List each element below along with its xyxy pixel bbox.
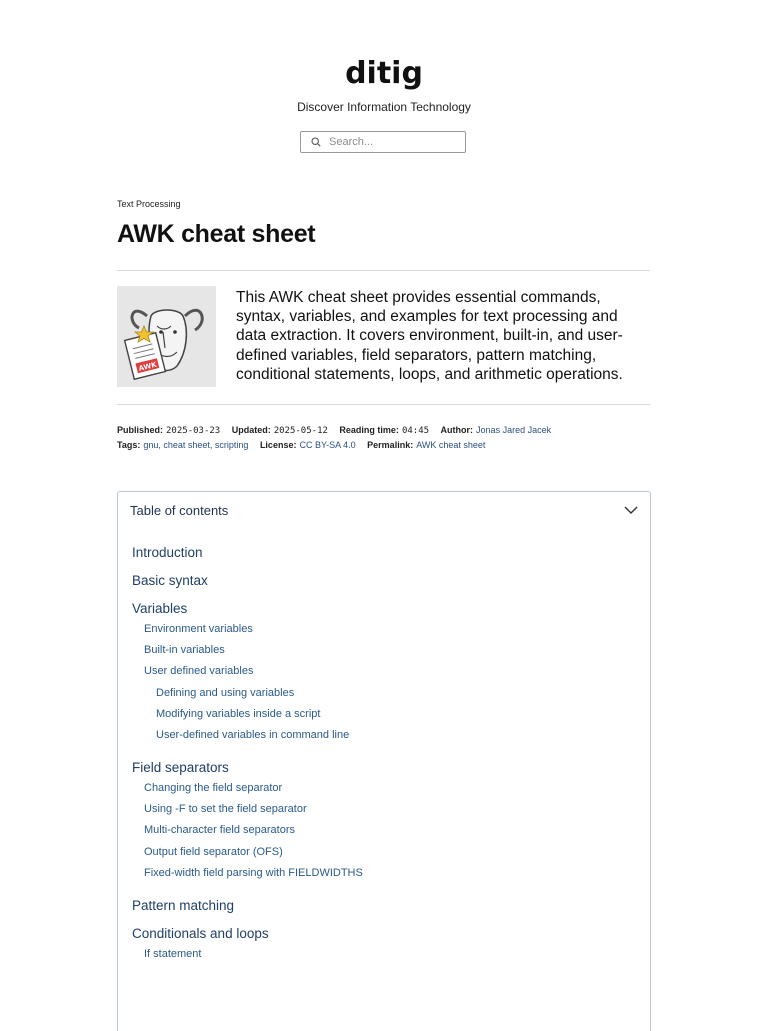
toc-item-level-1[interactable]: Pattern matching — [132, 897, 235, 913]
updated-date: 2025-05-12 — [273, 426, 328, 436]
toc-item-level-1[interactable]: Introduction — [132, 545, 203, 560]
permalink-label: Permalink: — [367, 440, 414, 450]
toc-item-level-2[interactable]: Fixed-width field parsing with FIELDWIDTHS — [144, 866, 363, 879]
toc-item-level-2[interactable]: Changing the field separator — [144, 782, 283, 794]
toc-item-level-2[interactable]: Multi-character field separators — [144, 824, 296, 837]
divider — [117, 270, 650, 271]
author-label: Author: — [440, 425, 474, 435]
article-image — [117, 286, 216, 387]
table-of-contents — [117, 491, 651, 1031]
search-input[interactable] — [300, 131, 466, 153]
toc-item-level-2[interactable]: Using -F to set the field separator — [144, 803, 307, 816]
toc-item-level-2[interactable]: User defined variables — [144, 665, 254, 678]
toc-item-level-3[interactable]: User-defined variables in command line — [156, 729, 350, 741]
meta-row-2 — [117, 440, 494, 450]
page-title: AWK cheat sheet — [117, 220, 316, 248]
divider — [117, 404, 650, 405]
license-link[interactable]: CC BY-SA 4.0 — [299, 440, 356, 450]
tags-label: Tags: — [117, 440, 141, 450]
toc-item-level-1[interactable]: Variables — [132, 601, 188, 616]
toc-title[interactable]: Table of contents — [130, 503, 229, 518]
chevron-down-icon[interactable] — [624, 506, 638, 515]
tags-links[interactable]: gnu, cheat sheet, scripting — [143, 440, 249, 450]
search-icon — [311, 137, 321, 147]
toc-item-level-3[interactable]: Modifying variables inside a script — [156, 707, 321, 720]
reading-time: 04:45 — [401, 426, 430, 436]
toc-item-level-1[interactable]: Field separators — [132, 760, 229, 775]
toc-item-level-2[interactable]: If statement — [144, 947, 202, 960]
published-label: Published: — [117, 425, 164, 435]
meta-row-1 — [117, 425, 560, 436]
awk-label: AWK — [137, 360, 158, 373]
published-date: 2025-03-23 — [166, 426, 221, 436]
permalink-link[interactable]: AWK cheat sheet — [416, 440, 486, 450]
author-link[interactable]: Jonas Jared Jacek — [476, 425, 552, 435]
site-tagline: Discover Information Technology — [297, 100, 471, 114]
toc-item-level-3[interactable]: Defining and using variables — [156, 686, 295, 699]
toc-item-level-2[interactable]: Output field separator (OFS) — [144, 845, 283, 858]
license-label: License: — [259, 440, 297, 450]
search-placeholder: Search... — [329, 136, 374, 148]
updated-label: Updated: — [231, 425, 271, 435]
toc-item-level-1[interactable]: Conditionals and loops — [132, 925, 269, 941]
site-logo[interactable]: ditig — [345, 56, 423, 91]
toc-item-level-2[interactable]: Built-in variables — [144, 644, 225, 657]
toc-item-level-2[interactable]: Environment variables — [144, 623, 253, 635]
intro-paragraph: This AWK cheat sheet provides essential commands, syntax, variables, and examples for text processing and data extraction. It covers environment, built-in, and user-defined variables, field separators, pattern matching, conditional statements, loops, and arithmetic operations. — [236, 289, 623, 383]
reading-time-label: Reading time: — [339, 425, 399, 435]
article-category[interactable]: Text Processing — [117, 199, 181, 209]
toc-item-level-1[interactable]: Basic syntax — [132, 573, 208, 588]
gnu-awk-logo-icon — [117, 286, 216, 387]
